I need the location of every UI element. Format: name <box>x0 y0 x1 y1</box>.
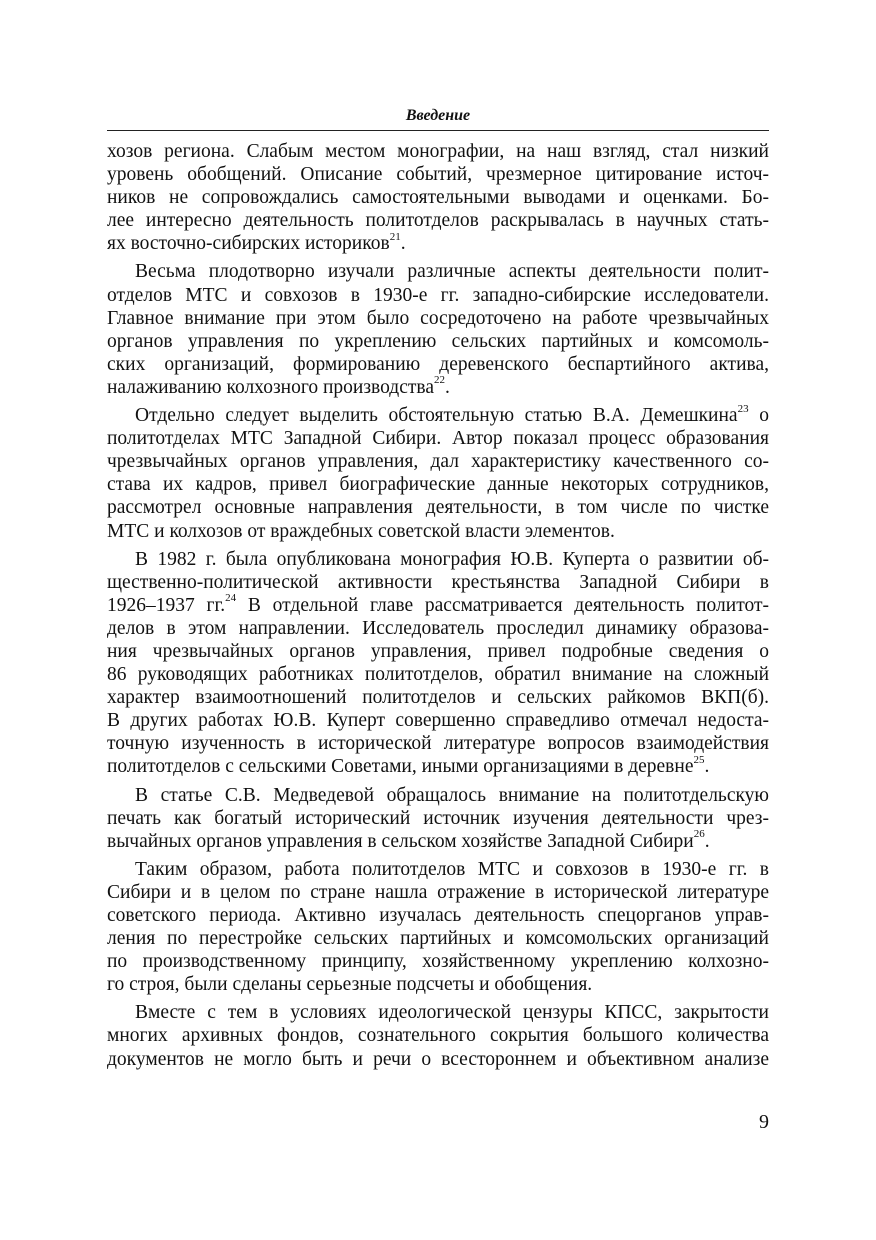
text-line <box>107 617 769 640</box>
footnote-ref[interactable]: 25 <box>693 753 705 766</box>
book-page <box>107 104 769 1076</box>
line-text-after: . <box>445 376 450 398</box>
line-text: става их кадров, привел биографические данные некоторых сотрудников, <box>107 474 769 496</box>
line-text: го строя, были сделаны серьезные подсчеты и обобщения. <box>107 974 593 996</box>
line-text: ников не сопровождались самостоятельными выводами и оценками. Бо- <box>107 187 769 209</box>
line-text-after: о <box>748 405 769 427</box>
text-line <box>107 260 769 283</box>
line-text: по производственному принципу, хозяйственному укреплению колхозно- <box>107 951 769 973</box>
footnote-ref[interactable]: 22 <box>434 374 446 387</box>
line-text: рассмотрел основные направления деятельности, в том числе по чистке <box>107 497 769 519</box>
text-line <box>107 571 769 594</box>
paragraph <box>107 1001 769 1070</box>
text-line <box>107 784 769 807</box>
line-text: вычайных органов управления в сельском хозяйстве Западной Сибири <box>107 830 694 852</box>
line-text: органов управления по укреплению сельских партийных и комсомоль- <box>107 330 769 352</box>
line-text-after: . <box>400 233 406 255</box>
text-line <box>107 904 769 927</box>
footnote-ref[interactable]: 23 <box>737 402 749 415</box>
line-text: документов не могло быть и речи о всестороннем и объективном анализе <box>107 1048 769 1070</box>
text-line <box>107 594 769 617</box>
line-text: характер взаимоотношений политотделов и сельских райкомов ВКП(б). <box>107 687 769 709</box>
paragraph <box>107 404 769 543</box>
text-line <box>107 520 769 543</box>
line-text: Вместе с тем в условиях идеологической цензуры КПСС, закрытости <box>135 1002 769 1024</box>
text-line <box>107 640 769 663</box>
text-line <box>107 950 769 973</box>
line-text: делов в этом направлении. Исследователь проследил динамику образова- <box>107 617 769 639</box>
line-text: уровень обобщений. Описание событий, чрезмерное цитирование источ- <box>107 164 769 186</box>
text-line <box>107 881 769 904</box>
text-line <box>107 732 769 755</box>
text-line <box>107 473 769 496</box>
line-text: Отдельно следует выделить обстоятельную статью В.А. Демешкина <box>135 405 738 427</box>
line-text: политотделах МТС Западной Сибири. Автор показал процесс образования <box>107 428 769 450</box>
paragraph <box>107 548 769 779</box>
text-line <box>107 686 769 709</box>
line-text: многих архивных фондов, сознательного сокрытия большого количества <box>107 1025 769 1047</box>
text-line <box>107 830 769 853</box>
line-text-after: . <box>704 756 710 778</box>
line-text: Главное внимание при этом было сосредоточено на работе чрезвычайных <box>107 307 769 329</box>
paragraph <box>107 260 769 399</box>
line-text-after: В отдельной главе рассматривается деятельность политот- <box>236 594 769 616</box>
text-line <box>107 376 769 399</box>
line-text: ления по перестройке сельских партийных и комсомольских организаций <box>107 928 769 950</box>
text-line <box>107 663 769 686</box>
body-text <box>107 140 769 1071</box>
text-line <box>107 353 769 376</box>
line-text: советского периода. Активно изучалась деятельность спецорганов управ- <box>107 905 769 926</box>
text-line <box>107 307 769 330</box>
line-text: ях восточно-сибирских историков <box>107 233 390 255</box>
text-line <box>107 858 769 881</box>
line-text: В 1982 г. была опубликована монография Ю.В. Куперта о развитии об- <box>135 548 769 570</box>
line-text: печать как богатый исторический источник изучения деятельности чрез- <box>107 807 769 829</box>
running-head: Введение <box>107 104 769 131</box>
text-line <box>107 973 769 996</box>
text-line <box>107 404 769 427</box>
line-text: ских организаций, формированию деревенского беспартийного актива, <box>107 353 769 375</box>
line-text: 86 руководящих работниках политотделов, обратил внимание на сложный <box>107 664 769 686</box>
text-line <box>107 427 769 450</box>
line-text: ния чрезвычайных органов управления, привел подробные сведения о <box>107 640 769 662</box>
line-text-after: . <box>704 830 710 852</box>
text-line <box>107 284 769 307</box>
text-line <box>107 186 769 209</box>
line-text: Весьма плодотворно изучали различные аспекты деятельности полит- <box>135 261 769 283</box>
line-text: В других работах Ю.В. Куперт совершенно справедливо отмечал недоста- <box>107 710 769 732</box>
line-text: МТС и колхозов от враждебных советской власти элементов. <box>107 520 615 542</box>
line-text: 1926–1937 гг. <box>107 594 226 616</box>
paragraph <box>107 858 769 997</box>
paragraph <box>107 140 769 255</box>
footnote-ref[interactable]: 24 <box>225 592 237 605</box>
footnote-ref[interactable]: 21 <box>389 230 401 243</box>
paragraph <box>107 784 769 853</box>
text-line <box>107 1048 769 1071</box>
footnote-ref[interactable]: 26 <box>693 828 705 841</box>
text-line <box>107 1024 769 1047</box>
line-text: В статье С.В. Медведевой обращалось внимание на политотдельскую <box>135 784 769 806</box>
line-text: хозов региона. Слабым местом монографии, на наш взгляд, стал низкий <box>107 141 769 162</box>
text-line <box>107 140 769 163</box>
line-text: Таким образом, работа политотделов МТС и совхозов в 1930-е гг. в <box>135 858 769 880</box>
text-line <box>107 450 769 473</box>
line-text: лее интересно деятельность политотделов раскрывалась в научных стать- <box>107 210 769 232</box>
text-line <box>107 755 769 778</box>
line-text: Сибири и в целом по стране нашла отражение в исторической литературе <box>107 881 769 903</box>
text-line <box>107 232 769 255</box>
text-line <box>107 1001 769 1024</box>
text-line <box>107 548 769 571</box>
line-text: чрезвычайных органов управления, дал характеристику качественного со- <box>107 451 769 473</box>
text-line <box>107 496 769 519</box>
text-line <box>107 163 769 186</box>
text-line <box>107 709 769 732</box>
text-line <box>107 209 769 232</box>
line-text: политотделов с сельскими Советами, иными организациями в деревне <box>107 756 694 778</box>
text-line <box>107 927 769 950</box>
text-line <box>107 330 769 353</box>
line-text: точную изученность в исторической литературе вопросов взаимодействия <box>107 733 769 755</box>
line-text: щественно-политической активности крестьянства Западной Сибири в <box>107 571 769 593</box>
page-number: 9 <box>759 1111 769 1133</box>
line-text: налаживанию колхозного производства <box>107 376 435 398</box>
line-text: отделов МТС и совхозов в 1930-е гг. западно-сибирские исследователи. <box>107 284 769 306</box>
text-line <box>107 807 769 830</box>
